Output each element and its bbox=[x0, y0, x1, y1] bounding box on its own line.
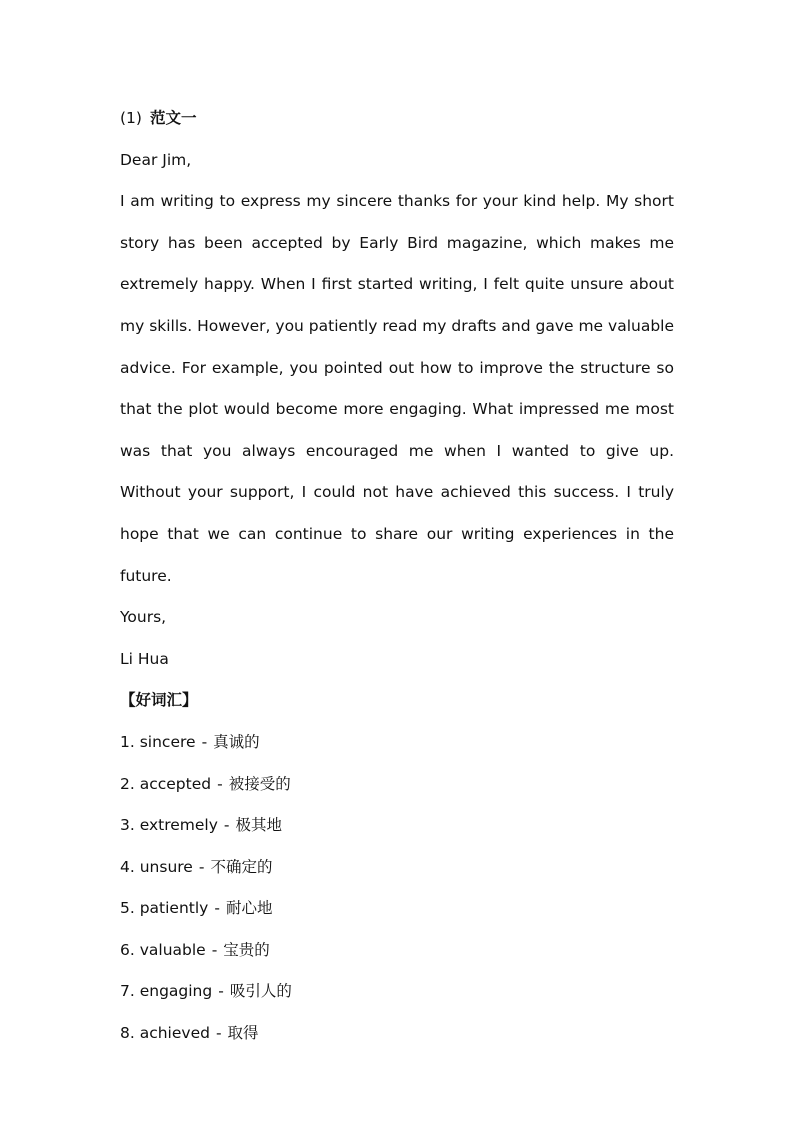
vocabulary-list bbox=[120, 722, 674, 1055]
vocabulary-term: 8. achieved bbox=[120, 1024, 210, 1043]
vocabulary-title: 【好词汇】 bbox=[120, 691, 198, 710]
vocabulary-item bbox=[120, 930, 674, 972]
vocabulary-separator: - bbox=[223, 816, 230, 835]
vocabulary-item bbox=[120, 847, 674, 889]
vocabulary-separator: - bbox=[218, 982, 224, 1001]
essay-heading bbox=[120, 98, 674, 140]
vocabulary-term: 3. extremely bbox=[120, 816, 218, 835]
vocabulary-term: 1. sincere bbox=[120, 732, 196, 751]
vocabulary-meaning: 不确定的 bbox=[210, 857, 273, 876]
vocabulary-meaning: 耐心地 bbox=[225, 899, 273, 918]
vocabulary-separator: - bbox=[201, 732, 208, 751]
vocabulary-item bbox=[120, 888, 674, 930]
vocabulary-meaning: 取得 bbox=[227, 1024, 259, 1043]
vocabulary-item bbox=[120, 722, 674, 764]
vocabulary-term: 4. unsure bbox=[120, 857, 193, 876]
vocabulary-term: 2. accepted bbox=[120, 774, 212, 793]
vocabulary-meaning: 被接受的 bbox=[228, 774, 291, 793]
vocabulary-item bbox=[120, 805, 674, 847]
vocabulary-separator: - bbox=[198, 857, 205, 876]
letter-closing: Yours, bbox=[120, 608, 167, 627]
document-content bbox=[120, 98, 674, 1055]
vocabulary-meaning: 极其地 bbox=[235, 816, 283, 835]
vocabulary-meaning: 吸引人的 bbox=[229, 982, 292, 1001]
vocabulary-separator: - bbox=[215, 1024, 222, 1043]
vocabulary-term: 5. patiently bbox=[120, 899, 209, 918]
vocabulary-separator: - bbox=[211, 940, 218, 959]
vocabulary-term: 6. valuable bbox=[120, 940, 206, 959]
vocabulary-separator: - bbox=[217, 774, 223, 793]
vocabulary-item bbox=[120, 764, 674, 806]
vocabulary-item bbox=[120, 1013, 674, 1055]
letter-salutation: Dear Jim, bbox=[120, 150, 192, 169]
vocabulary-term: 7. engaging bbox=[120, 982, 213, 1001]
heading-title: 范文一 bbox=[149, 109, 197, 127]
letter-signature: Li Hua bbox=[120, 649, 169, 668]
vocabulary-meaning: 真诚的 bbox=[213, 732, 260, 751]
vocabulary-meaning: 宝贵的 bbox=[223, 940, 270, 959]
vocabulary-separator: - bbox=[214, 899, 220, 918]
vocabulary-item bbox=[120, 971, 674, 1013]
heading-number: (1) bbox=[120, 109, 142, 127]
letter-body: I am writing to express my sincere thanks for your kind help. My short story has been accepted by Early Bird magazine, which makes me extremely happy. When I first started writing, I felt quite unsure about my skills. However, you patiently read my drafts and gave me valuable advice. For example, you pointed out how to improve the structure so that the plot would become more engaging. What impressed me most was that you always encouraged me when I wanted to give up. Without your support, I could not have achieved this success. I truly hope that we can continue to share our writing experiences in the future. bbox=[120, 192, 674, 585]
